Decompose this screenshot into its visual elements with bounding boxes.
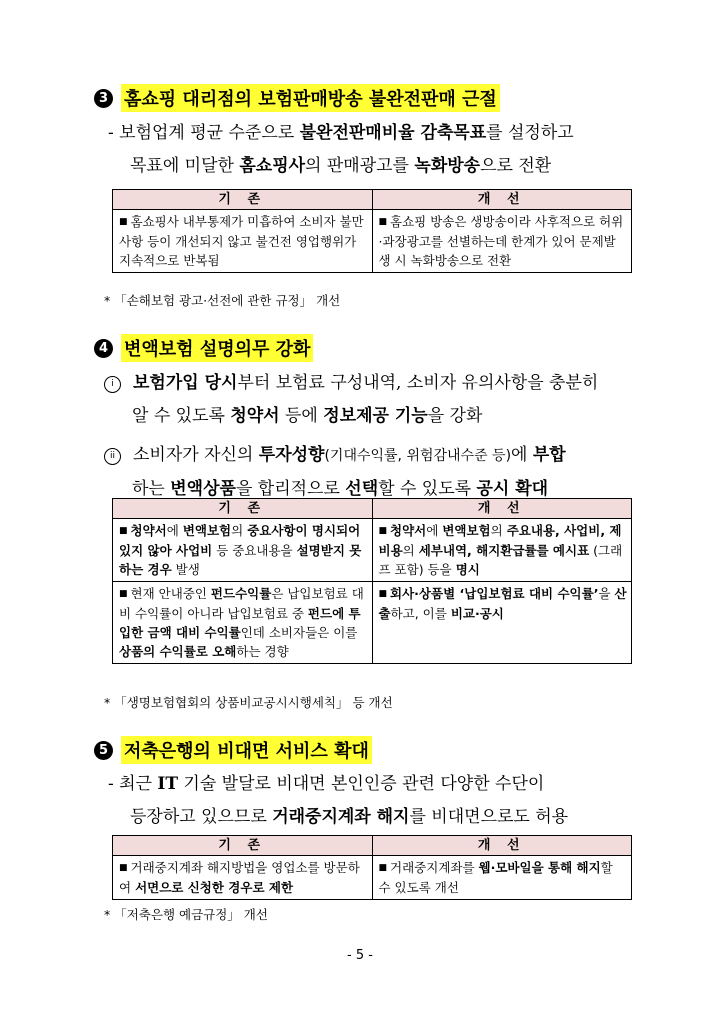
rich-text — [130, 156, 551, 176]
text-run: 에 — [426, 523, 443, 538]
cell-after — [372, 856, 632, 900]
text-run: 할 수 있도록 — [378, 479, 477, 499]
text-run: 은 납입보험료 대비 수익률이 아니라 납입보험료 중 — [119, 586, 364, 621]
text-run: 의 — [490, 523, 507, 538]
text-run: 부터 보험료 구성내역, 소비자 유의사항을 충분히 — [237, 373, 599, 393]
section-4-heading — [94, 334, 313, 362]
header-after: 개 선 — [372, 499, 632, 519]
bold-text: 산출 — [378, 586, 627, 621]
header-after: 개 선 — [372, 190, 632, 210]
table-header-row — [113, 499, 632, 519]
text-run: 알 수 있도록 — [132, 406, 231, 426]
bold-text: 비교·공시 — [450, 606, 504, 621]
text-run: 에 — [511, 445, 533, 465]
paragraph-line — [108, 117, 648, 150]
square-bullet-icon: ■ — [378, 589, 388, 599]
bold-text: 펀드에 투입한 금액 대비 수익률 — [119, 606, 361, 640]
section-number-badge: 5 — [94, 741, 113, 760]
section-4-body — [104, 367, 644, 506]
text-run: 를 비대면으로도 허용 — [409, 807, 569, 827]
section-5-heading — [94, 736, 372, 764]
section-3-body — [108, 117, 648, 183]
text-run: 최근 — [119, 774, 158, 794]
bold-text: 펀드수익률 — [210, 586, 272, 601]
bold-text: 명시 — [455, 562, 480, 577]
cell-after — [372, 582, 632, 664]
section-title: 홈쇼핑 대리점의 보험판매방송 불완전판매 근절 — [121, 84, 500, 112]
header-after: 개 선 — [372, 836, 632, 856]
text-run: 할 수 있도록 개선 — [378, 860, 613, 895]
bold-text: 주요내용, 사업비, 제비용 — [378, 523, 622, 558]
cell-before — [113, 519, 373, 582]
text-run: 의 — [402, 543, 419, 558]
comparison-table — [112, 835, 632, 900]
bold-text: 선택 — [345, 479, 379, 499]
cell-after — [372, 210, 632, 273]
text-run: 거래중지계좌를 — [390, 860, 479, 875]
bold-text: 공시 확대 — [476, 479, 549, 499]
section-number-badge: 3 — [94, 89, 113, 108]
comparison-table — [112, 189, 632, 273]
square-bullet-icon: ■ — [119, 589, 128, 599]
text-run: 소비자가 자신의 — [133, 445, 259, 465]
comparison-table — [112, 498, 632, 664]
paragraph-line — [108, 150, 648, 183]
square-bullet-icon: ■ — [378, 526, 388, 536]
text-run: 인데 소비자들은 이를 — [240, 625, 358, 640]
text-run: 현재 안내중인 — [130, 586, 211, 601]
table-row — [113, 856, 632, 900]
bold-text: 회사·상품별 ‘납입보험료 대비 수익률’ — [390, 586, 599, 601]
text-run: 보험업계 평균 수준으로 — [119, 123, 300, 143]
rich-text — [130, 807, 568, 827]
bold-text: 보험가입 당시 — [133, 373, 238, 393]
bold-text: 불완전판매비율 감축목표 — [299, 123, 487, 143]
paragraph-line — [108, 768, 648, 801]
footnote: * 「손해보험 광고·선전에 관한 규정」 개선 — [104, 293, 341, 308]
table-header-row — [113, 190, 632, 210]
section-title: 변액보험 설명의무 강화 — [121, 334, 313, 362]
header-before: 기 존 — [113, 499, 373, 519]
text-run: 등에 — [279, 406, 324, 426]
bold-text: 웹·모바일을 통해 해지 — [478, 860, 601, 875]
rich-text — [133, 445, 566, 465]
bold-text: 청약서 — [130, 523, 167, 538]
text-run: 를 설정하고 — [486, 123, 574, 143]
bold-text: 변액보험 — [442, 523, 491, 538]
bold-text: 세부내역, 해지환급률를 예시표 — [418, 543, 590, 558]
footnote: * 「저축은행 예금규정」 개선 — [104, 907, 268, 922]
text-run: 하는 경향 — [236, 644, 289, 659]
cell-after — [372, 519, 632, 582]
text-run: 의 판매광고를 — [305, 156, 415, 176]
bold-text: 변액보험 — [182, 523, 232, 538]
table-row — [113, 519, 632, 582]
roman-numeral-marker: i — [104, 376, 121, 393]
text-run: (그래프 포함) 등을 — [378, 543, 623, 577]
square-bullet-icon: ■ — [119, 526, 128, 536]
bold-text: 녹화방송 — [414, 156, 481, 176]
bold-text: 투자성향 — [258, 445, 325, 465]
rich-text — [132, 479, 548, 499]
text-run: 에 — [166, 523, 183, 538]
text-run: 거래중지계좌 해지방법을 영업소를 방문하여 — [119, 860, 360, 895]
bold-text: 중요사항이 명시되어 있지 않아 사업비 — [119, 523, 361, 558]
square-bullet-icon: ■ — [119, 217, 128, 227]
text-run: 을 — [598, 586, 615, 601]
rich-text — [133, 373, 598, 393]
paragraph-line — [104, 439, 644, 473]
text-run: 을 강화 — [427, 406, 483, 426]
text-run: 기술 발달로 비대면 본인인증 관련 다양한 수단이 — [178, 774, 545, 794]
paragraph-line — [104, 367, 644, 400]
bold-text: 거래중지계좌 해지 — [272, 807, 410, 827]
text-run: 의 — [231, 523, 248, 538]
bold-text: 청약서 — [230, 406, 280, 426]
dash-marker: - — [108, 774, 114, 794]
text-run: 을 합리적으로 — [235, 479, 346, 499]
page-number: - 5 - — [347, 948, 373, 963]
rich-text — [132, 406, 482, 426]
bold-text: 상품의 수익률로 오해 — [119, 644, 237, 659]
text-run: 홈쇼핑 방송은 생방송이라 사후적으로 허위·과장광고를 선별하는데 한계가 있어 문제발생 시 녹화방송으로 전환 — [378, 214, 624, 268]
bold-text: 홈쇼핑사 — [239, 156, 306, 176]
dash-marker: - — [108, 123, 114, 143]
header-before: 기 존 — [113, 190, 373, 210]
square-bullet-icon: ■ — [378, 863, 388, 873]
bold-text: 정보제공 기능 — [323, 406, 428, 426]
text-run: 등장하고 있으므로 — [130, 807, 273, 827]
table-header-row — [113, 836, 632, 856]
paragraph-line — [104, 400, 644, 433]
text-run: (기대수익률, 위험감내수준 등) — [324, 448, 512, 464]
bold-text: 청약서 — [390, 523, 427, 538]
text-run: 하고, 이를 — [390, 606, 451, 621]
text-run: 발생 — [171, 562, 200, 577]
bold-text: IT — [157, 774, 179, 794]
bold-text: 서면으로 신청한 경우로 제한 — [135, 880, 294, 895]
table-row — [113, 210, 632, 273]
text-run: 목표에 미달한 — [130, 156, 240, 176]
section-number-badge: 4 — [94, 339, 113, 358]
table-row — [113, 582, 632, 664]
header-before: 기 존 — [113, 836, 373, 856]
section-title: 저축은행의 비대면 서비스 확대 — [121, 736, 372, 764]
section-5-body — [108, 768, 648, 834]
text-run: 하는 — [132, 479, 171, 499]
square-bullet-icon: ■ — [119, 863, 128, 873]
bold-text: 변액상품 — [170, 479, 236, 499]
rich-text — [119, 123, 574, 143]
text-run: 홈쇼핑사 내부통제가 미흡하여 소비자 불만사항 등이 개선되지 않고 불건전 영업행위가 지속적으로 반복됨 — [119, 214, 364, 268]
section-3-heading — [94, 84, 500, 112]
bold-text: 설명받지 못하는 경우 — [119, 543, 362, 577]
square-bullet-icon: ■ — [378, 217, 388, 227]
cell-before — [113, 210, 373, 273]
rich-text — [119, 774, 544, 794]
text-run: 등 중요내용을 — [212, 543, 297, 558]
paragraph-line — [108, 801, 648, 834]
cell-before — [113, 856, 373, 900]
roman-numeral-marker: ii — [104, 448, 121, 465]
footnote: * 「생명보험협회의 상품비교공시시행세칙」 등 개선 — [104, 695, 393, 710]
bold-text: 부합 — [532, 445, 566, 465]
text-run: 으로 전환 — [480, 156, 552, 176]
cell-before — [113, 582, 373, 664]
